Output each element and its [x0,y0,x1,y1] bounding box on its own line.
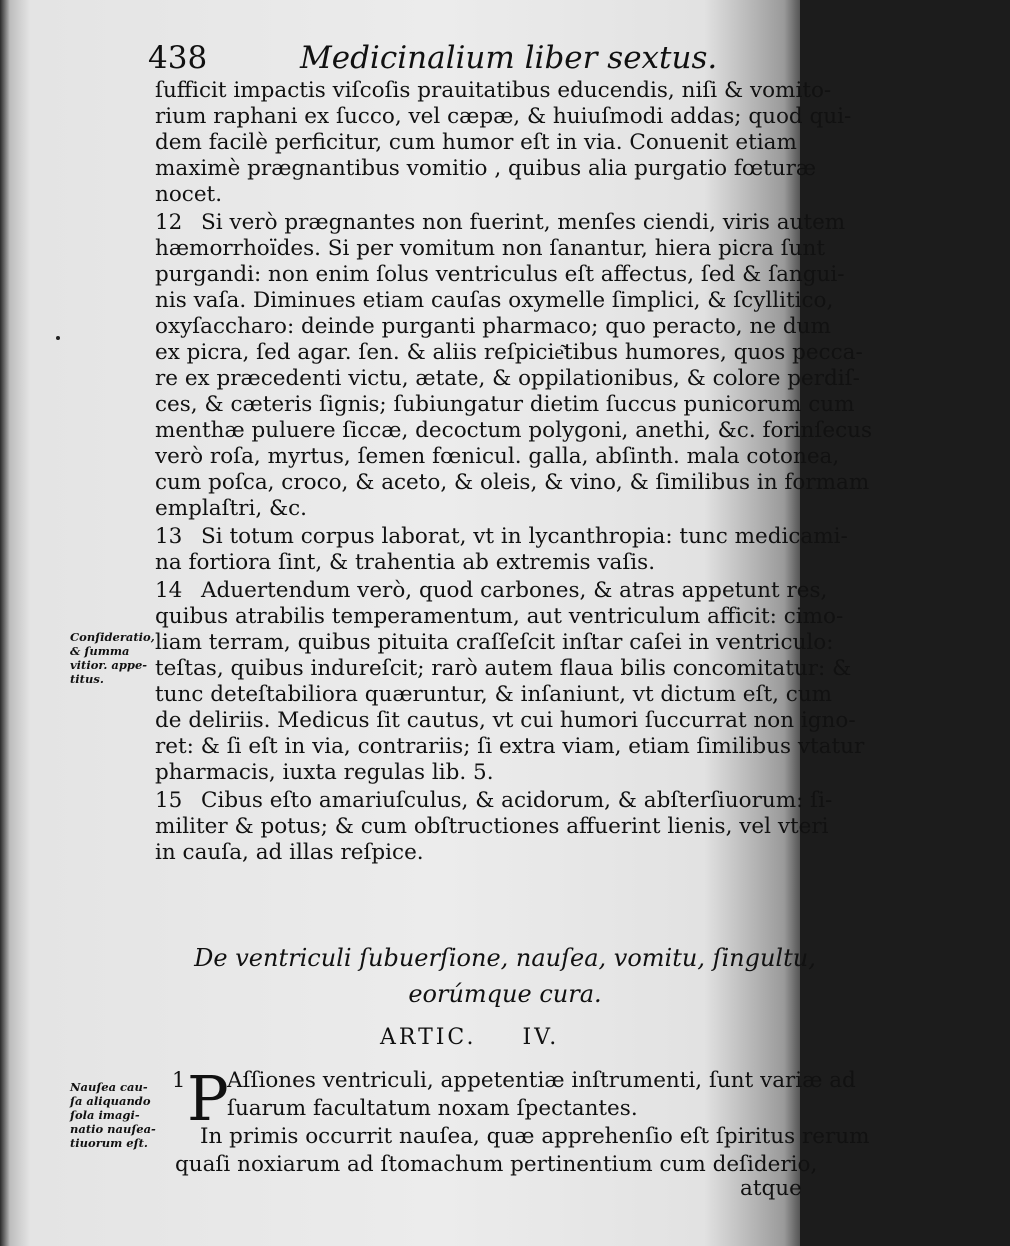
text-line [155,314,831,340]
margin-note-line: & ſumma [70,644,130,658]
line-text: rium raphani ex ſucco, vel cæpæ, & huiuſmodi addas; quod qui- [155,104,852,129]
margin-note-line: titus. [70,672,104,686]
paragraph-number: 12 [155,210,183,235]
line-text: nis vaſa. Diminues etiam cauſas oxymelle ſimplici, & ſcyllitico, [155,288,834,313]
text-line [155,760,768,786]
line-text: quibus atrabilis temperamentum, aut ventriculum afficit: cimo- [155,604,844,629]
article-heading [380,1025,559,1050]
line-text: teſtas, quibus indureſcit; rarò autem flaua bilis concomitatur: & [155,656,852,681]
paragraph-number: 15 [155,788,183,813]
text-line [155,156,817,182]
text-line [155,840,768,866]
text-line [155,366,860,392]
margin-note-line: vitior. appe- [70,658,148,672]
text-line [155,550,768,576]
text-line [227,1096,775,1122]
line-text: militer & potus; & cum obſtructiones affuerint lienis, vel vteri [155,814,829,839]
text-line [175,1152,818,1178]
line-text: pharmacis, iuxta regulas lib. 5. [155,760,494,785]
line-text: ces, & cæteris ſignis; ſubiungatur dietim ſuccus punicorum cum [155,392,855,417]
line-text: Aduertendum verò, quod carbones, & atras appetunt res, [201,578,828,603]
line-text: Aſſiones ventriculi, appetentiæ inſtrumenti, ſunt variæ ad [227,1068,856,1093]
line-text: na fortiora ſint, & trahentia ab extremis vaſis. [155,550,656,575]
line-text: liam terram, quibus pituita craſſeſcit inſtar caſei in ventriculo: [155,630,834,655]
line-text: ret: & ſi eſt in via, contrariis; ſi extra viam, etiam ſimilibus vtatur [155,734,865,759]
line-text: ſuarum facultatum noxam ſpectantes. [227,1096,638,1121]
text-line [200,1124,870,1150]
line-text: menthæ puluere ſiccæ, decoctum polygoni, anethi, &c. forinſecus [155,418,872,443]
text-line [155,630,834,656]
margin-note-line: natio nauſea- [70,1122,156,1136]
text-line [155,288,834,314]
line-text: de deliriis. Medicus ſit cautus, vt cui humori ſuccurrat non igno- [155,708,856,733]
margin-note-line: ſola imagi- [70,1108,140,1122]
text-line [155,340,863,366]
text-line [155,578,828,604]
ink-speck [56,336,60,340]
line-text: ex picra, ſed agar. ſen. & aliis reſpicie͂tibus humores, quos pecca- [155,340,863,365]
line-text: Cibus eſto amariuſculus, & acidorum, & abſterſiuorum: ſi- [201,788,833,813]
text-line [227,1068,856,1094]
text-line [155,470,870,496]
margin-note-consideratio [70,630,155,686]
line-text: tunc deteſtabiliora quæruntur, & inſaniunt, vt dictum eſt, cum [155,682,833,707]
text-line [155,788,833,814]
line-text: emplaſtri, &c. [155,496,308,521]
page-number: 438 [148,40,208,76]
paragraph-number: 13 [155,524,183,549]
margin-note-line: Nauſea cau- [70,1080,148,1094]
text-line [155,656,852,682]
line-text: maximè prægnantibus vomitio , quibus alia purgatio fœturæ [155,156,817,181]
line-text: In primis occurrit nauſea, quæ apprehenſio eſt ſpiritus rerum [200,1124,870,1149]
margin-note-line: ſa aliquando [70,1094,151,1108]
text-line [155,496,768,522]
line-text: oxyſaccharo: deinde purganti pharmaco; quo peracto, ne dum [155,314,831,339]
text-line [155,524,848,550]
running-title: Medicinalium liber sextus. [300,40,718,76]
text-line [155,734,865,760]
line-text: Si verò prægnantes non fuerint, menſes ciendi, viris autem [201,210,846,235]
line-text: purgandi: non enim ſolus ventriculus eſt affectus, ſed & ſangui- [155,262,845,287]
article-label: ARTIC. [380,1025,477,1050]
line-text: re ex præcedenti victu, ætate, & oppilationibus, & colore perdiſ- [155,366,860,391]
section-title-line-2: eorúmque cura. [408,980,602,1008]
line-text: atque [740,1176,802,1201]
drop-cap-initial: P [187,1062,229,1135]
margin-note-nausea [70,1080,156,1150]
paragraph-number: 14 [155,578,183,603]
line-text: hæmorrhoïdes. Si per vomitum non ſanantur, hiera picra ſunt [155,236,826,261]
text-line [155,182,768,208]
line-text: verò roſa, myrtus, ſemen fœnicul. galla, abſinth. mala cotonea, [155,444,840,469]
text-line [155,604,844,630]
text-line [155,708,856,734]
line-text: Si totum corpus laborat, vt in lycanthropia: tunc medicami- [201,524,848,549]
text-line [155,210,846,236]
margin-note-line: Conſideratio, [70,630,155,644]
line-text: cum poſca, croco, & aceto, & oleis, & vino, & ſimilibus in formam [155,470,870,495]
line-text: ſufficit impactis viſcoſis prauitatibus educendis, niſi & vomito- [155,78,832,103]
margin-note-line: tiuorum eſt. [70,1136,148,1150]
text-line [155,814,829,840]
line-text: quaſi noxiarum ad ſtomachum pertinentium cum deſiderio, [175,1152,818,1177]
text-line [155,418,872,444]
text-line [155,78,832,104]
section-title-line-1: De ventriculi ſubuerſione, nauſea, vomitu, ſingultu, [194,944,816,972]
text-line [155,392,855,418]
text-line [155,262,845,288]
paragraph-number: 1 [172,1068,186,1092]
text-line [155,236,826,262]
text-line [155,444,840,470]
text-line [155,682,833,708]
line-text: in cauſa, ad illas reſpice. [155,840,424,865]
text-line [155,130,797,156]
line-text: dem facilè perficitur, cum humor eſt in via. Conuenit etiam [155,130,797,155]
text-line [740,1176,802,1202]
text-line [155,104,852,130]
line-text: nocet. [155,182,223,207]
article-number: IV. [522,1025,560,1050]
